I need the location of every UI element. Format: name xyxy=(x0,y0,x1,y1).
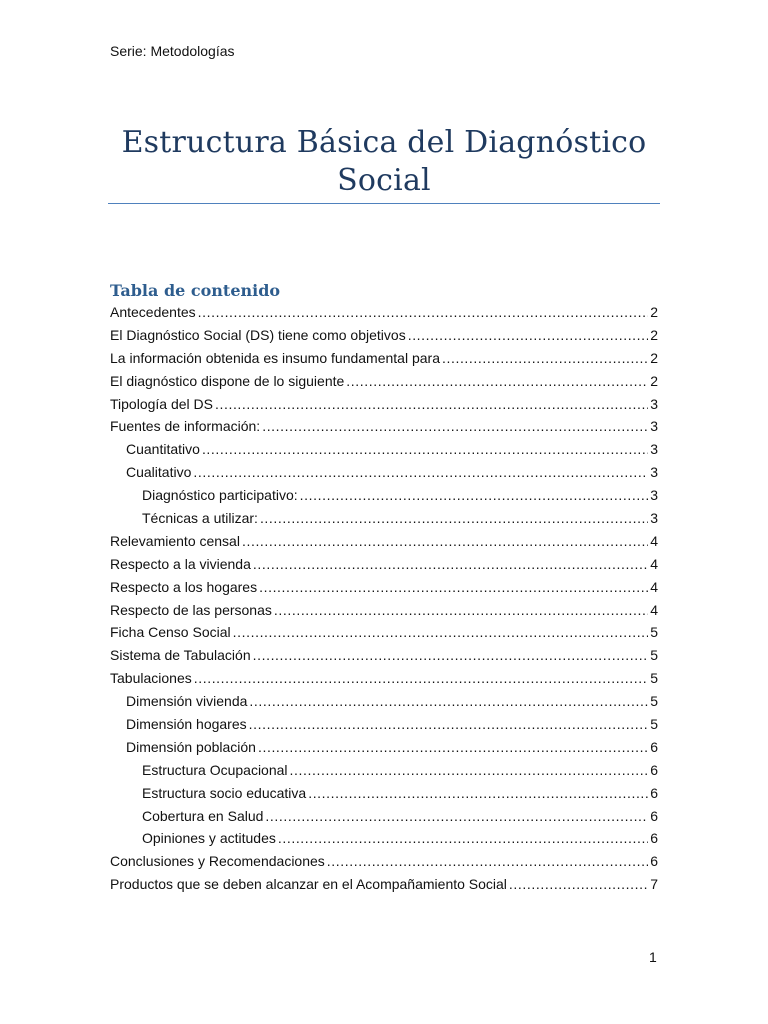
toc-entry-page: 3 xyxy=(650,441,658,458)
toc-entry[interactable] xyxy=(110,783,658,806)
toc-entry-label: Dimensión población xyxy=(126,738,256,755)
toc-entry[interactable] xyxy=(110,371,658,394)
toc-entry-label: Cobertura en Salud xyxy=(142,807,264,824)
toc-entry-label: Estructura Ocupacional xyxy=(142,761,288,778)
toc-entry[interactable] xyxy=(110,806,658,829)
toc-entry-label: Tabulaciones xyxy=(110,670,192,687)
toc-entry-label: Diagnóstico participativo: xyxy=(142,487,298,504)
toc-entry-label: El Diagnóstico Social (DS) tiene como objetivos xyxy=(110,326,406,343)
toc-dot-leader xyxy=(253,554,648,574)
toc-entry[interactable] xyxy=(110,325,658,348)
toc-entry[interactable] xyxy=(110,691,658,714)
toc-entry-page: 4 xyxy=(650,601,658,618)
table-of-contents xyxy=(110,302,658,897)
toc-dot-leader xyxy=(300,485,649,505)
toc-dot-leader xyxy=(278,828,648,848)
toc-entry[interactable] xyxy=(110,714,658,737)
toc-entry-page: 3 xyxy=(650,487,658,504)
toc-entry-label: Productos que se deben alcanzar en el Acompañamiento Social xyxy=(110,876,507,893)
toc-entry[interactable] xyxy=(110,394,658,417)
toc-dot-leader xyxy=(509,874,648,894)
toc-entry-label: Respecto a la vivienda xyxy=(110,555,251,572)
toc-dot-leader xyxy=(249,691,648,711)
toc-dot-leader xyxy=(242,531,648,551)
toc-entry-page: 5 xyxy=(650,670,658,687)
toc-dot-leader xyxy=(258,737,648,757)
toc-dot-leader xyxy=(262,416,648,436)
toc-entry[interactable] xyxy=(110,851,658,874)
toc-entry-label: La información obtenida es insumo fundamental para xyxy=(110,349,440,366)
toc-dot-leader xyxy=(202,439,648,459)
toc-dot-leader xyxy=(274,600,648,620)
document-title: Estructura Básica del Diagnóstico Social xyxy=(121,125,647,198)
toc-entry[interactable] xyxy=(110,760,658,783)
toc-entry[interactable] xyxy=(110,508,658,531)
toc-dot-leader xyxy=(260,508,648,528)
toc-entry[interactable] xyxy=(110,416,658,439)
page-number: 1 xyxy=(649,949,657,965)
toc-entry-label: Opiniones y actitudes xyxy=(142,830,276,847)
toc-dot-leader xyxy=(253,645,649,665)
toc-dot-leader xyxy=(198,302,649,322)
toc-entry-page: 6 xyxy=(650,853,658,870)
toc-entry-page: 6 xyxy=(650,784,658,801)
toc-entry-label: Respecto de las personas xyxy=(110,601,272,618)
toc-entry-page: 6 xyxy=(650,761,658,778)
toc-dot-leader xyxy=(194,668,648,688)
toc-entry[interactable] xyxy=(110,531,658,554)
toc-entry-page: 7 xyxy=(650,876,658,893)
toc-entry-page: 2 xyxy=(650,349,658,366)
toc-entry-page: 4 xyxy=(650,532,658,549)
toc-entry-label: Cuantitativo xyxy=(126,441,200,458)
toc-entry[interactable] xyxy=(110,828,658,851)
toc-entry-page: 5 xyxy=(650,716,658,733)
toc-entry[interactable] xyxy=(110,622,658,645)
toc-entry[interactable] xyxy=(110,874,658,897)
toc-entry-page: 3 xyxy=(650,418,658,435)
toc-entry-label: Ficha Censo Social xyxy=(110,624,231,641)
toc-entry-label: Relevamiento censal xyxy=(110,532,240,549)
toc-entry-label: Tipología del DS xyxy=(110,395,213,412)
toc-entry-page: 3 xyxy=(650,510,658,527)
toc-entry-label: Estructura socio educativa xyxy=(142,784,307,801)
toc-dot-leader xyxy=(265,806,648,826)
toc-dot-leader xyxy=(442,348,648,368)
toc-heading: Tabla de contenido xyxy=(110,281,281,300)
toc-dot-leader xyxy=(233,622,649,642)
toc-entry[interactable] xyxy=(110,439,658,462)
toc-entry[interactable] xyxy=(110,302,658,325)
series-header: Serie: Metodologías xyxy=(110,43,235,59)
toc-dot-leader xyxy=(308,783,648,803)
toc-entry-label: Técnicas a utilizar: xyxy=(142,510,258,527)
toc-dot-leader xyxy=(408,325,649,345)
toc-entry[interactable] xyxy=(110,462,658,485)
toc-entry-page: 6 xyxy=(650,738,658,755)
toc-entry-page: 4 xyxy=(650,578,658,595)
toc-entry-label: Respecto a los hogares xyxy=(110,578,258,595)
toc-entry-label: Antecedentes xyxy=(110,304,196,320)
toc-entry-label: Sistema de Tabulación xyxy=(110,647,251,664)
toc-entry-label: Fuentes de información: xyxy=(110,418,261,435)
toc-entry-page: 3 xyxy=(650,395,658,412)
toc-entry-label: Conclusiones y Recomendaciones xyxy=(110,853,325,870)
toc-dot-leader xyxy=(327,851,648,871)
toc-dot-leader xyxy=(215,394,648,414)
toc-entry-page: 2 xyxy=(650,304,658,320)
toc-dot-leader xyxy=(193,462,648,482)
toc-entry-label: Dimensión vivienda xyxy=(126,693,248,710)
toc-entry-page: 3 xyxy=(650,464,658,481)
toc-entry-page: 4 xyxy=(650,555,658,572)
toc-dot-leader xyxy=(346,371,648,391)
toc-entry-page: 6 xyxy=(650,807,658,824)
toc-entry-page: 2 xyxy=(650,372,658,389)
toc-entry[interactable] xyxy=(110,668,658,691)
toc-entry[interactable] xyxy=(110,645,658,668)
toc-entry-label: Cualitativo xyxy=(126,464,192,481)
toc-entry-page: 2 xyxy=(650,326,658,343)
toc-entry-page: 5 xyxy=(650,693,658,710)
toc-entry-page: 5 xyxy=(650,647,658,664)
toc-entry[interactable] xyxy=(110,348,658,371)
toc-entry[interactable] xyxy=(110,577,658,600)
toc-dot-leader xyxy=(290,760,649,780)
toc-entry-page: 6 xyxy=(650,830,658,847)
toc-entry-label: Dimensión hogares xyxy=(126,716,247,733)
toc-entry-label: El diagnóstico dispone de lo siguiente xyxy=(110,372,345,389)
toc-entry[interactable] xyxy=(110,554,658,577)
title-divider xyxy=(108,203,660,204)
toc-entry-page: 5 xyxy=(650,624,658,641)
toc-dot-leader xyxy=(259,577,648,597)
toc-entry[interactable] xyxy=(110,485,658,508)
toc-dot-leader xyxy=(249,714,649,734)
toc-entry[interactable] xyxy=(110,600,658,623)
toc-entry[interactable] xyxy=(110,737,658,760)
